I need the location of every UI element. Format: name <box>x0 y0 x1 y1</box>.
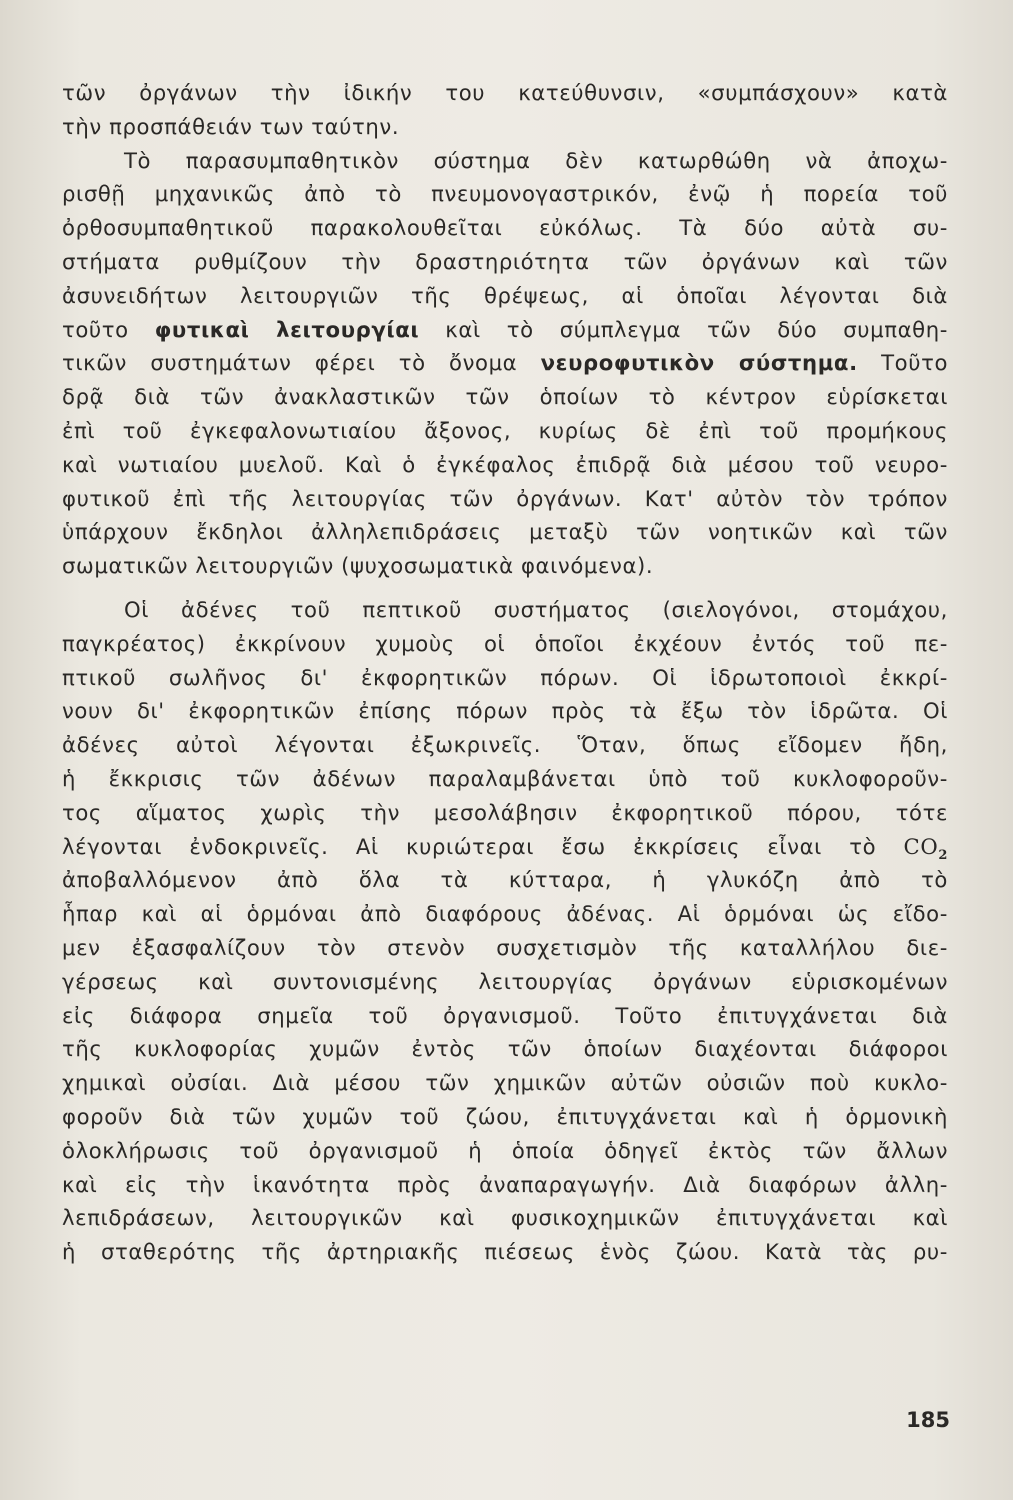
text-line: καὶ νωτιαίου μυελοῦ. Καὶ ὁ ἐγκέφαλος ἐπιδρᾷ διὰ μέσου τοῦ νευρο- <box>62 451 948 477</box>
page-number: 185 <box>906 1408 950 1432</box>
text-line <box>62 346 948 380</box>
text-line: φυτικοῦ ἐπὶ τῆς λειτουργίας τῶν ὀργάνων. Κατ' αὐτὸν τὸν τρόπον <box>62 485 948 511</box>
text-line: τὴν προσπάθειάν των ταύτην. <box>62 113 400 139</box>
text-line: ἧπαρ καὶ αἱ ὁρμόναι ἀπὸ διαφόρους ἀδένας. Αἱ ὁρμόναι ὡς εἴδο- <box>62 901 948 927</box>
text-line: σωματικῶν λειτουργιῶν (ψυχοσωματικὰ φαινόμενα). <box>62 553 654 579</box>
text-line <box>62 830 948 864</box>
text-line: καὶ εἰς τὴν ἱκανότητα πρὸς ἀναπαραγωγήν. Διὰ διαφόρων ἀλλη- <box>62 1171 948 1197</box>
formula-base: CO <box>903 833 939 859</box>
text-line: τῆς κυκλοφορίας χυμῶν ἐντὸς τῶν ὁποίων διαχέονται διάφοροι <box>62 1036 948 1062</box>
text-line: λεπιδράσεων, λειτουργικῶν καὶ φυσικοχημικῶν ἐπιτυγχάνεται καὶ <box>62 1205 948 1231</box>
text-run: τικῶν συστημάτων φέρει τὸ ὄνομα <box>62 350 541 376</box>
text-line: δρᾷ διὰ τῶν ἀνακλαστικῶν τῶν ὁποίων τὸ κέντρον εὑρίσκεται <box>62 384 948 410</box>
text-run: λέγονται ἐνδοκρινεῖς. Αἱ κυριώτεραι ἔσω ἐκκρίσεις εἶναι τὸ <box>62 833 904 859</box>
text-run: καὶ τὸ σύμπλεγμα τῶν δύο συμπαθη- <box>419 316 948 342</box>
text-line: Τὸ παρασυμπαθητικὸν σύστημα δὲν κατωρθώθη νὰ ἀποχω- <box>124 147 948 173</box>
text-line: ὀρθοσυμπαθητικοῦ παρακολουθεῖται εὐκόλως. Τὰ δύο αὐτὰ συ- <box>62 215 948 241</box>
bold-term: φυτικαὶ λειτουργίαι <box>154 316 420 342</box>
text-line: ὑπάρχουν ἔκδηλοι ἀλληλεπιδράσεις μεταξὺ τῶν νοητικῶν καὶ τῶν <box>62 519 948 545</box>
text-line: ρισθῇ μηχανικῶς ἀπὸ τὸ πνευμονογαστρικόν, ἐνῷ ἡ πορεία τοῦ <box>62 181 948 207</box>
chemical-formula <box>903 833 948 863</box>
text-run: τοῦτο <box>62 316 155 342</box>
text-line: πτικοῦ σωλῆνος δι' ἐκφορητικῶν πόρων. Οἱ ἱδρωτοποιοὶ ἐκκρί- <box>62 664 948 690</box>
text-line: φοροῦν διὰ τῶν χυμῶν τοῦ ζώου, ἐπιτυγχάνεται καὶ ἡ ὁρμονικὴ <box>62 1103 948 1129</box>
text-line: γέρσεως καὶ συντονισμένης λειτουργίας ὀργάνων εὑρισκομένων <box>62 968 948 994</box>
text-line: ἀσυνειδήτων λειτουργιῶν τῆς θρέψεως, αἱ ὁποῖαι λέγονται διὰ <box>62 282 948 308</box>
text-line <box>62 313 948 347</box>
text-line: ἐπὶ τοῦ ἐγκεφαλονωτιαίου ἄξονος, κυρίως δὲ ἐπὶ τοῦ προμήκους <box>62 417 948 443</box>
bold-term: νευροφυτικὸν σύστημα. <box>540 350 858 376</box>
text-line: ἡ ἔκκρισις τῶν ἀδένων παραλαμβάνεται ὑπὸ τοῦ κυκλοφοροῦν- <box>62 765 948 791</box>
body-text <box>62 76 948 1269</box>
text-line: νουν δι' ἐκφορητικῶν ἐπίσης πόρων πρὸς τὰ ἔξω τὸν ἱδρῶτα. Οἱ <box>62 698 948 724</box>
text-line: ἀποβαλλόμενον ἀπὸ ὅλα τὰ κύτταρα, ἡ γλυκόζη ἀπὸ τὸ <box>62 867 948 893</box>
text-line: χημικαὶ οὐσίαι. Διὰ μέσου τῶν χημικῶν αὐτῶν οὐσιῶν ποὺ κυκλο- <box>62 1070 948 1096</box>
text-line: ἡ σταθερότης τῆς ἀρτηριακῆς πιέσεως ἑνὸς ζώου. Κατὰ τὰς ρυ- <box>62 1239 948 1265</box>
text-line: τος αἵματος χωρὶς τὴν μεσολάβησιν ἐκφορητικοῦ πόρου, τότε <box>62 799 948 825</box>
text-line: παγκρέατος) ἐκκρίνουν χυμοὺς οἱ ὁποῖοι ἐκχέουν ἐντός τοῦ πε- <box>62 630 948 656</box>
text-run: Τοῦτο <box>857 350 949 376</box>
text-line: τῶν ὀργάνων τὴν ἰδικήν του κατεύθυνσιν, «συμπάσχουν» κατὰ <box>62 80 948 105</box>
text-line: ἀδένες αὐτοὶ λέγονται ἐξωκρινεῖς. Ὅταν, ὅπως εἴδομεν ἤδη, <box>62 732 948 758</box>
text-line: μεν ἐξασφαλίζουν τὸν στενὸν συσχετισμὸν τῆς καταλλήλου διε- <box>62 934 948 960</box>
paragraph-gap <box>62 583 948 593</box>
text-line: στήματα ρυθμίζουν τὴν δραστηριότητα τῶν ὀργάνων καὶ τῶν <box>62 248 948 274</box>
text-line: Οἱ ἀδένες τοῦ πεπτικοῦ συστήματος (σιελογόνοι, στομάχου, <box>124 596 948 622</box>
text-line: ὁλοκλήρωσις τοῦ ὀργανισμοῦ ἡ ὁποία ὁδηγεῖ ἐκτὸς τῶν ἄλλων <box>62 1137 948 1163</box>
text-line: εἰς διάφορα σημεῖα τοῦ ὀργανισμοῦ. Τοῦτο ἐπιτυγχάνεται διὰ <box>62 1002 948 1028</box>
formula-subscript: 2 <box>938 847 948 863</box>
